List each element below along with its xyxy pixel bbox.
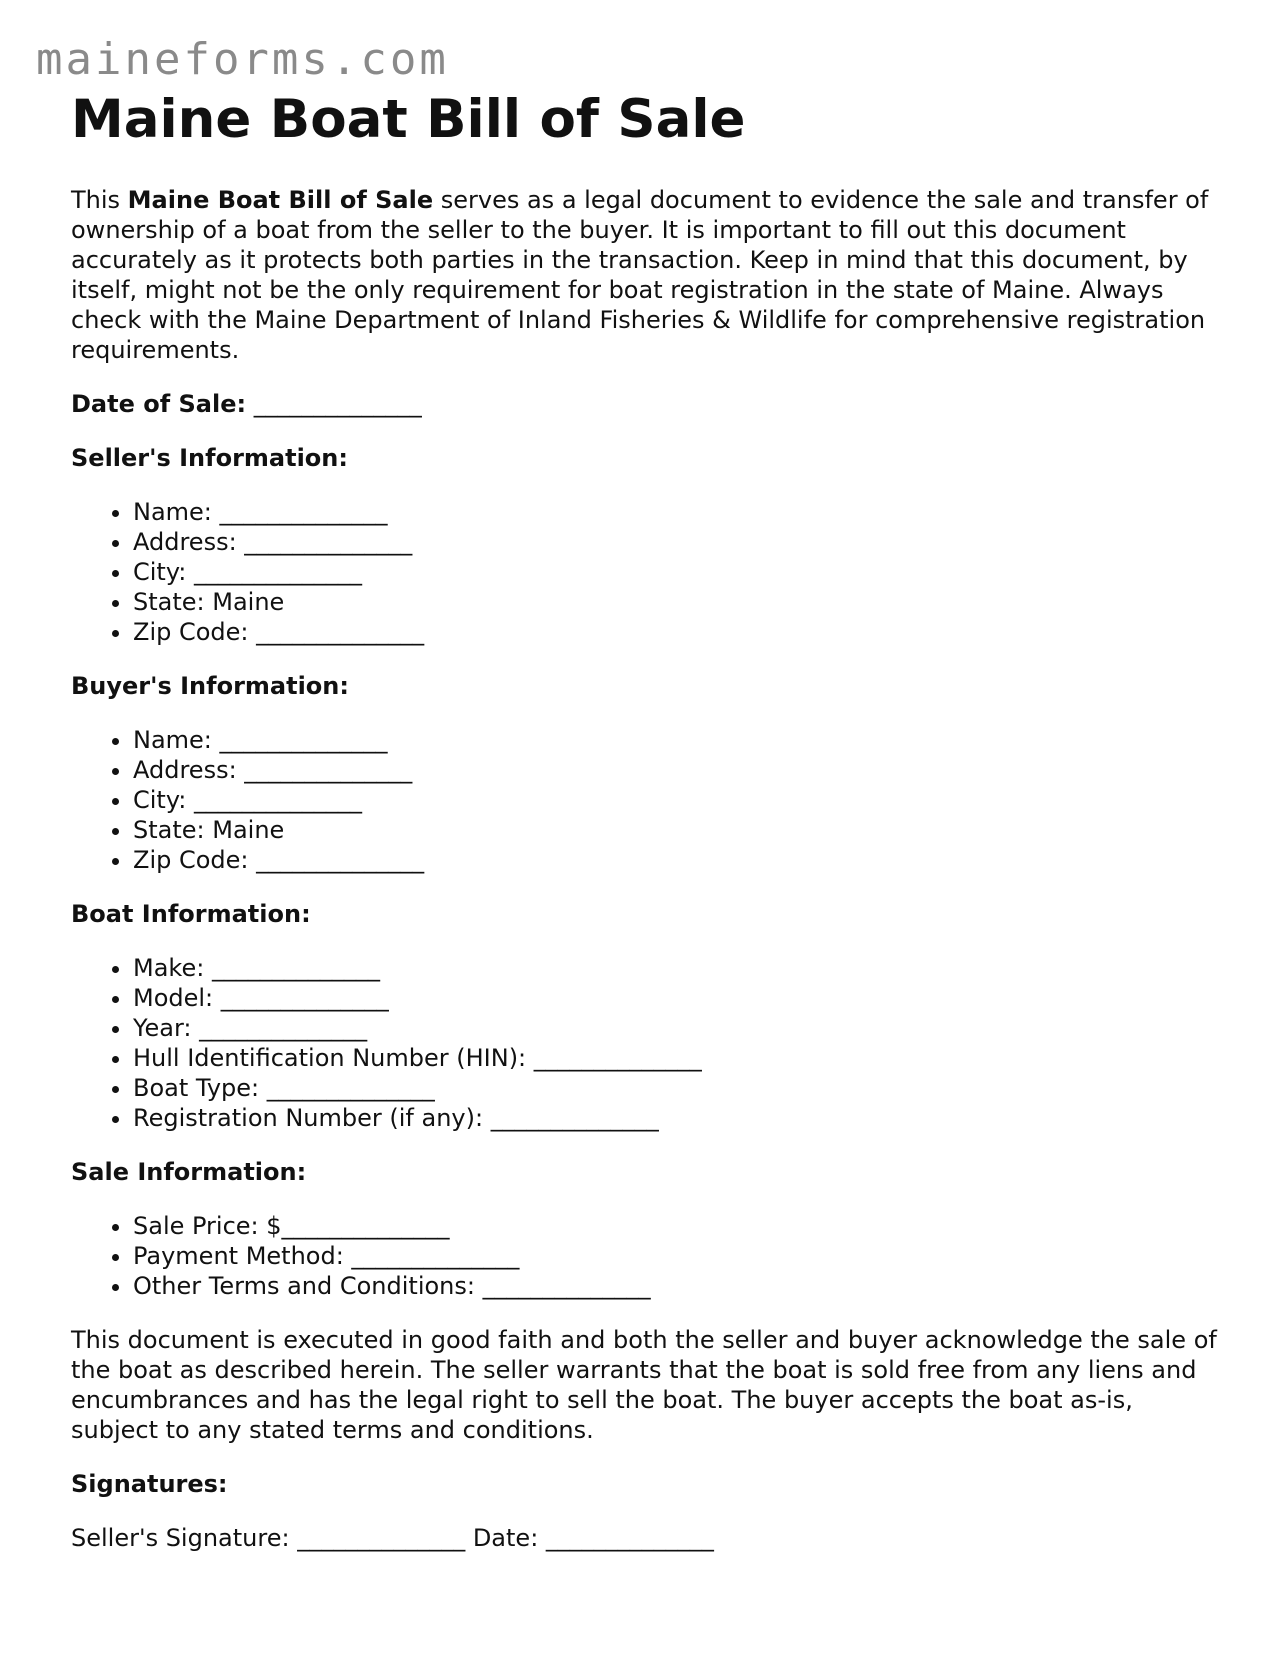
seller-heading: Seller's Information:	[71, 443, 348, 472]
seller-city-field[interactable]: • City: ______________	[133, 557, 1221, 587]
watermark: maineforms.com	[36, 34, 449, 85]
closing-paragraph: This document is executed in good faith and both the seller and buyer acknowledge the sale of the boat as described herein. The seller warrants that the boat is sold free from any liens and encumbrances and has the legal right to sell the boat. The buyer accepts the boat as-is, subject to any stated terms and conditions.	[71, 1325, 1217, 1444]
seller-state-field: • State: Maine	[133, 587, 1221, 617]
sale-heading: Sale Information:	[71, 1157, 307, 1186]
sale-price-field[interactable]: • Sale Price: $______________	[133, 1211, 1221, 1241]
intro-prefix: This	[71, 185, 128, 214]
boat-list	[71, 953, 1221, 1133]
intro-paragraph	[71, 185, 1221, 365]
buyer-list	[71, 725, 1221, 875]
boat-registration-field[interactable]: • Registration Number (if any): ______________	[133, 1103, 1221, 1133]
payment-method-field[interactable]: • Payment Method: ______________	[133, 1241, 1221, 1271]
buyer-heading: Buyer's Information:	[71, 671, 349, 700]
seller-zip-field[interactable]: • Zip Code: ______________	[133, 617, 1221, 647]
buyer-zip-field[interactable]: • Zip Code: ______________	[133, 845, 1221, 875]
buyer-address-field[interactable]: • Address: ______________	[133, 755, 1221, 785]
seller-name-field[interactable]: • Name: ______________	[133, 497, 1221, 527]
page-title: Maine Boat Bill of Sale	[71, 89, 746, 150]
boat-hin-field[interactable]: • Hull Identification Number (HIN): ______________	[133, 1043, 1221, 1073]
boat-model-field[interactable]: • Model: ______________	[133, 983, 1221, 1013]
date-of-sale-label: Date of Sale:	[71, 389, 247, 418]
boat-make-field[interactable]: • Make: ______________	[133, 953, 1221, 983]
buyer-city-field[interactable]: • City: ______________	[133, 785, 1221, 815]
date-of-sale-blank[interactable]: ______________	[246, 389, 422, 418]
intro-bold-title: Maine Boat Bill of Sale	[127, 185, 434, 214]
buyer-name-field[interactable]: • Name: ______________	[133, 725, 1221, 755]
boat-year-field[interactable]: • Year: ______________	[133, 1013, 1221, 1043]
boat-type-field[interactable]: • Boat Type: ______________	[133, 1073, 1221, 1103]
other-terms-field[interactable]: • Other Terms and Conditions: ______________	[133, 1271, 1221, 1301]
seller-address-field[interactable]: • Address: ______________	[133, 527, 1221, 557]
sale-list	[71, 1211, 1221, 1301]
seller-signature-line[interactable]: Seller's Signature: ______________ Date: ______________	[71, 1523, 714, 1552]
seller-list	[71, 497, 1221, 647]
buyer-state-field: • State: Maine	[133, 815, 1221, 845]
document-body	[71, 90, 1221, 1553]
date-of-sale-line	[71, 389, 1221, 419]
signatures-heading: Signatures:	[71, 1469, 228, 1498]
boat-heading: Boat Information:	[71, 899, 311, 928]
intro-suffix: serves as a legal document to evidence the sale and transfer of ownership of a boat from the seller to the buyer. It is important to fill out this document accurately as it protects both parties in the transaction. Keep in mind that this document, by itself, might not be the only requirement for boat registration in the state of Maine. Always check with the Maine Department of Inland Fisheries & Wildlife for comprehensive registration requirements.	[71, 185, 1209, 364]
